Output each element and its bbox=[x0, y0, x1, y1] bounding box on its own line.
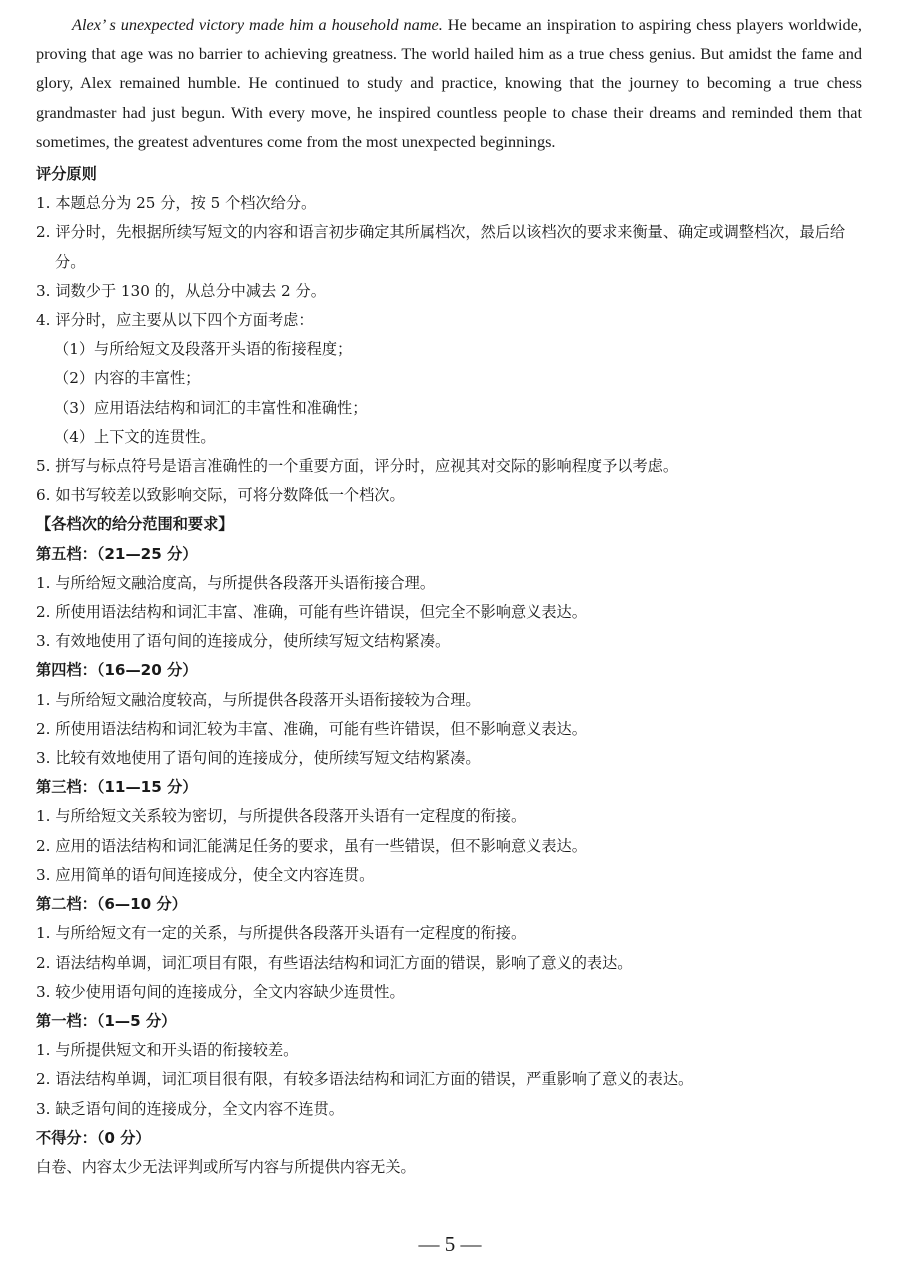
band-4-item-2: 2. 所使用语法结构和词汇较为丰富、准确，可能有些许错误，但不影响意义表达。 bbox=[36, 719, 587, 738]
principle-sub-item-2: （2）内容的丰富性； bbox=[54, 369, 201, 388]
band-3-item-3: 3. 应用简单的语句间连接成分，使全文内容连贯。 bbox=[36, 865, 375, 884]
principle-item-3: 3. 词数少于 130 的，从总分中减去 2 分。 bbox=[36, 281, 326, 300]
page-number: — 5 — bbox=[418, 1232, 482, 1256]
band-1-item-2: 2. 语法结构单调，词汇项目很有限，有较多语法结构和词汇方面的错误，严重影响了意义的表达。 bbox=[36, 1070, 694, 1089]
band-2-title: 第二档：（6—10 分） bbox=[36, 895, 187, 914]
band-5-title: 第五档：（21—25 分） bbox=[36, 544, 198, 563]
band-1-title: 第一档：（1—5 分） bbox=[36, 1011, 177, 1030]
bands-title: 【各档次的给分范围和要求】 bbox=[36, 515, 234, 534]
principle-item-4: 4. 评分时，应主要从以下四个方面考虑： bbox=[36, 311, 314, 330]
band-4-item-3: 3. 比较有效地使用了语句间的连接成分，使所续写短文结构紧凑。 bbox=[36, 749, 481, 768]
principle-sub-item-3: （3）应用语法结构和词汇的丰富性和准确性； bbox=[54, 398, 368, 417]
band-5-item-2: 2. 所使用语法结构和词汇丰富、准确，可能有些许错误，但完全不影响意义表达。 bbox=[36, 603, 587, 622]
band-3-title: 第三档：（11—15 分） bbox=[36, 778, 198, 797]
band-2-item-2: 2. 语法结构单调，词汇项目有限，有些语法结构和词汇方面的错误，影响了意义的表达。 bbox=[36, 953, 633, 972]
zero-score-text: 白卷、内容太少无法评判或所写内容与所提供内容无关。 bbox=[36, 1157, 416, 1176]
band-5-item-1: 1. 与所给短文融洽度高，与所提供各段落开头语衔接合理。 bbox=[36, 573, 436, 592]
document-page bbox=[36, 10, 862, 1182]
principle-item-6: 6. 如书写较差以致影响交际，可将分数降低一个档次。 bbox=[36, 486, 405, 505]
principle-sub-item-4: （4）上下文的连贯性。 bbox=[54, 427, 216, 446]
band-3-item-2: 2. 应用的语法结构和词汇能满足任务的要求，虽有一些错误，但不影响意义表达。 bbox=[36, 836, 587, 855]
principle-item-1: 1. 本题总分为 25 分，按 5 个档次给分。 bbox=[36, 194, 317, 213]
story-italic-lead: Alex’ s unexpected victory made him a household name. bbox=[72, 15, 443, 34]
band-4-title: 第四档：（16—20 分） bbox=[36, 661, 198, 680]
zero-score-title: 不得分：（0 分） bbox=[36, 1128, 151, 1147]
band-5-item-3: 3. 有效地使用了语句间的连接成分，使所续写短文结构紧凑。 bbox=[36, 632, 451, 651]
principle-item-2: 2. 评分时，先根据所续写短文的内容和语言初步确定其所属档次，然后以该档次的要求来衡量、确定或调整档次，最后给分。 bbox=[36, 223, 846, 271]
band-2-item-1: 1. 与所给短文有一定的关系，与所提供各段落开头语有一定程度的衔接。 bbox=[36, 924, 527, 943]
band-2-item-3: 3. 较少使用语句间的连接成分，全文内容缺少连贯性。 bbox=[36, 982, 405, 1001]
band-3-item-1: 1. 与所给短文关系较为密切，与所提供各段落开头语有一定程度的衔接。 bbox=[36, 807, 527, 826]
principles-title: 评分原则 bbox=[36, 165, 97, 184]
story-text: He became an inspiration to aspiring chess players worldwide, proving that age was no barrier to achieving greatness. The world hailed him as a true chess genius. But amidst the fame and glory, Alex remained humble. He continued to study and practice, knowing that the journey to becoming a true chess grandmaster had just begun. With every move, he inspired countless people to chase their dreams and reminded them that sometimes, the greatest adventures come from the most unexpected beginnings. bbox=[36, 15, 862, 151]
band-1-item-1: 1. 与所提供短文和开头语的衔接较差。 bbox=[36, 1041, 299, 1060]
principle-item-5: 5. 拼写与标点符号是语言准确性的一个重要方面，评分时，应视其对交际的影响程度予以考虑。 bbox=[36, 457, 679, 476]
principle-sub-item-1: （1）与所给短文及段落开头语的衔接程度； bbox=[54, 340, 353, 359]
story-paragraph bbox=[36, 10, 862, 156]
band-4-item-1: 1. 与所给短文融洽度较高，与所提供各段落开头语衔接较为合理。 bbox=[36, 690, 481, 709]
band-1-item-3: 3. 缺乏语句间的连接成分，全文内容不连贯。 bbox=[36, 1099, 344, 1118]
